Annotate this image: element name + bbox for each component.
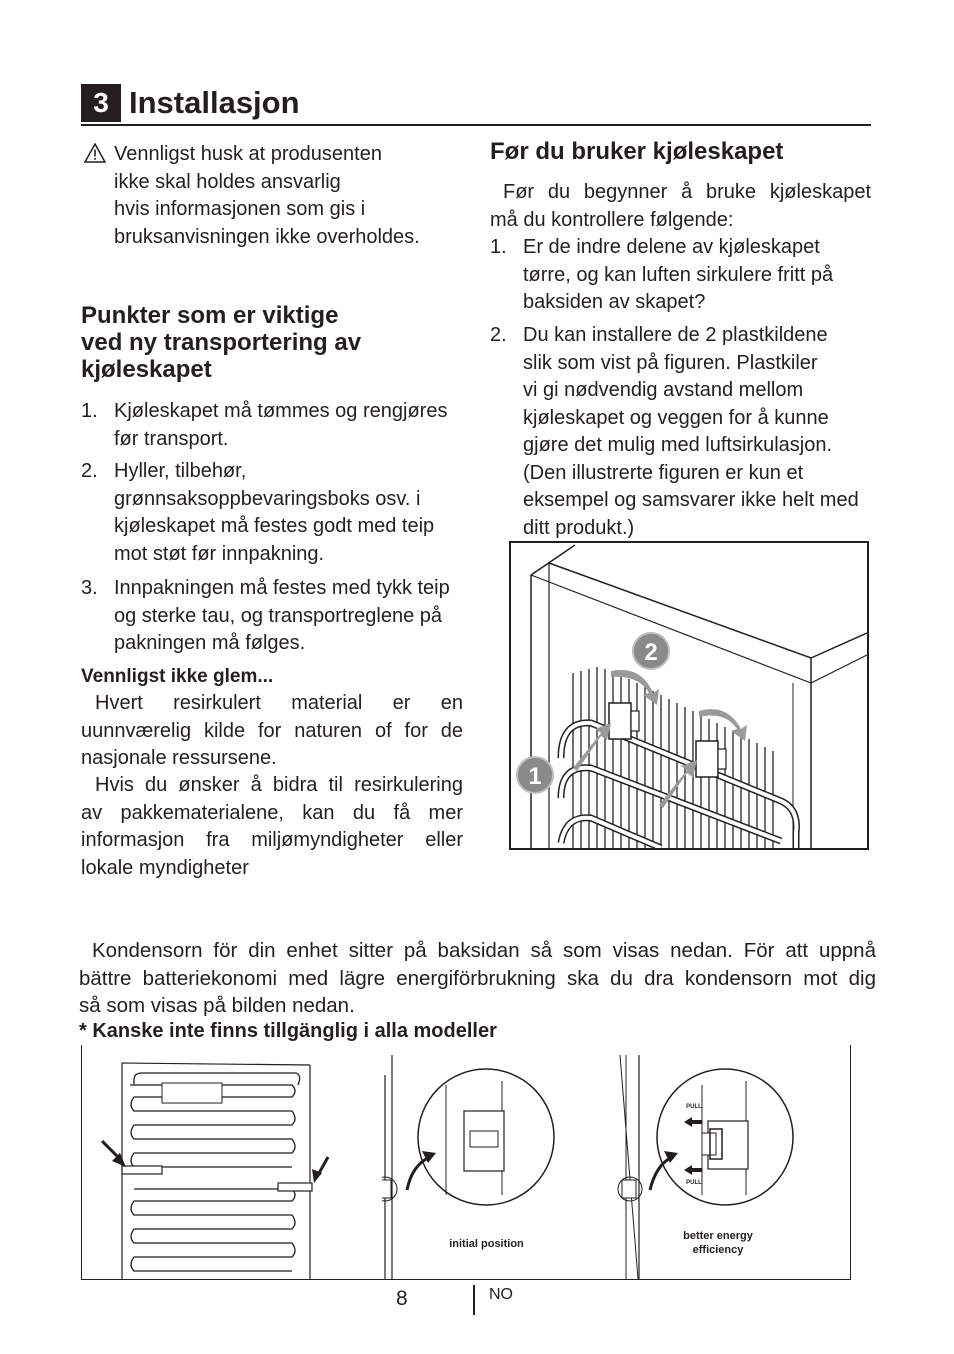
paragraph-line: lokale myndigheter	[81, 856, 249, 879]
warning-line: ikke skal holdes ansvarlig	[114, 170, 341, 193]
warning-triangle-icon	[84, 143, 106, 163]
better-efficiency-caption	[662, 1229, 774, 1257]
list-line: gjøre det mulig med luftsirkulasjon.	[523, 434, 833, 456]
list-line: (Den illustrerte figuren er kun et	[523, 461, 804, 484]
list-line: kjøleskapet må festes godt med teip	[114, 515, 435, 537]
footer-divider	[473, 1285, 475, 1315]
heading-line: ved ny transportering av	[81, 329, 362, 356]
list-line: ditt produkt.)	[523, 516, 635, 539]
list-item	[81, 398, 471, 454]
section-title: Installasjon	[129, 85, 300, 120]
list-line: tørre, og kan luften sirkulere fritt på	[523, 263, 834, 286]
list-line: baksiden av skapet?	[523, 291, 706, 313]
list-item	[490, 234, 871, 318]
list-line: eksempel og samsvarer ikke helt med	[523, 489, 859, 511]
recycle-heading: Vennligst ikke glem...	[81, 666, 274, 687]
list-line: og sterke tau, og transportreglene på	[114, 604, 442, 627]
step-label: 1	[528, 763, 542, 790]
fridge-back-illustration	[511, 543, 867, 848]
list-item	[81, 458, 471, 570]
pointer-arrow	[312, 1157, 328, 1183]
list-line: mot støt før innpakning.	[114, 542, 325, 565]
step-label: 2	[644, 639, 658, 666]
paragraph-line: av pakkematerialene, kan du få mer	[81, 801, 463, 824]
paragraph-line: så som visas på bilden nedan.	[79, 994, 355, 1017]
better-efficiency-figure	[610, 1045, 850, 1279]
plastic-wedge	[696, 741, 726, 777]
language-code: NO	[489, 1286, 513, 1303]
caption-line: efficiency	[692, 1244, 744, 1256]
list-number: 3.	[81, 577, 98, 599]
heading-line: Punkter som er viktige	[81, 302, 339, 329]
condenser-paragraph	[79, 937, 876, 1020]
availability-note: * Kanske inte finns tillgänglig i alla modeller	[79, 1020, 497, 1042]
section-header	[81, 82, 871, 126]
fridge-back-condenser-figure	[82, 1045, 382, 1279]
paragraph-line: Kondensorn för din enhet sitter på baksidan så som visas nedan. För att uppnå	[92, 939, 876, 962]
list-number: 1.	[490, 236, 507, 258]
section-number: 3	[81, 84, 121, 122]
wedge-installation-figure	[509, 541, 869, 850]
step-badge	[517, 757, 553, 793]
paragraph-line: nasjonale ressursene.	[81, 747, 277, 769]
before-use-intro	[490, 179, 871, 234]
list-line: Du kan installere de 2 plastkildene	[523, 324, 828, 346]
heading-line: kjøleskapet	[81, 356, 212, 383]
condenser-bracket	[278, 1183, 312, 1191]
caption-line: better energy	[683, 1230, 753, 1242]
condenser-bracket	[122, 1166, 162, 1174]
list-number: 2.	[81, 460, 98, 482]
paragraph-line: Før du begynner å bruke kjøleskapet	[503, 181, 871, 203]
recycle-paragraph-2	[81, 772, 463, 882]
list-number: 2.	[490, 324, 507, 346]
list-line: kjøleskapet og veggen for å kunne	[523, 406, 829, 429]
paragraph-line: uunnværelig kilde for naturen of for de	[81, 719, 463, 742]
initial-position-caption: initial position	[449, 1238, 524, 1250]
list-item	[490, 322, 871, 544]
pull-label: PULL	[686, 1180, 702, 1186]
list-line: Kjøleskapet må tømmes og rengjøres	[114, 400, 448, 422]
page-number: 8	[396, 1287, 408, 1310]
list-item	[81, 575, 471, 659]
transport-heading	[81, 302, 471, 383]
list-line: vi gi nødvendig avstand mellom	[523, 379, 804, 401]
list-line: Innpakningen må festes med tykk teip	[114, 577, 450, 599]
list-number: 1.	[81, 400, 98, 422]
list-line: pakningen må følges.	[114, 632, 306, 654]
paragraph-line: Hvis du ønsker å bidra til resirkulering	[95, 774, 463, 796]
warning-line: bruksanvisningen ikke overholdes.	[114, 225, 420, 248]
list-line: grønnsaksoppbevaringsboks osv. i	[114, 487, 421, 510]
warning-text	[114, 141, 474, 251]
list-line: før transport.	[114, 427, 229, 450]
paragraph-line: informasjon fra miljømyndigheter eller	[81, 829, 463, 851]
list-line: Er de indre delene av kjøleskapet	[523, 236, 820, 258]
initial-position-figure	[382, 1045, 597, 1279]
list-line: slik som vist på figuren. Plastkiler	[523, 351, 818, 374]
warning-line: Vennligst husk at produsenten	[114, 143, 382, 165]
paragraph-line: bättre batteriekonomi med lägre energiförbrukning ska du dra kondensorn mot dig	[79, 966, 876, 990]
paragraph-line: må du kontrollere følgende:	[490, 208, 734, 231]
plastic-wedge	[609, 703, 639, 739]
pull-label: PULL	[686, 1104, 702, 1110]
paragraph-line: Hvert resirkulert material er en	[95, 692, 463, 714]
warning-line: hvis informasjonen som gis i	[114, 198, 366, 220]
step-badge	[633, 633, 669, 669]
list-line: Hyller, tilbehør,	[114, 460, 247, 482]
recycle-paragraph-1	[81, 690, 463, 773]
before-use-heading: Før du bruker kjøleskapet	[490, 138, 784, 165]
